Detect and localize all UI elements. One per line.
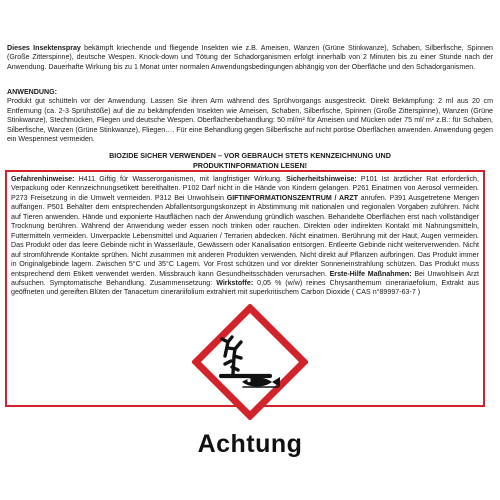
- active-ingredients-label: Wirkstoffe:: [216, 278, 254, 287]
- ghs09-pictogram: [192, 304, 308, 420]
- product-description: [7, 44, 493, 72]
- active-ingredients-text: 0,05 % (w/w) reines Chrysanthemum cinerariaefolium, Extrakt aus geöffneten und gereiften Blüten der Tanacetum cinerariifolium extrahiert mit superkritischem Carbon Dioxide ( CAS n°89997-63-7 ): [11, 278, 479, 297]
- usage-text: Produkt gut schütteln vor der Anwendung. Lassen Sie ihren Arm während des Sprühvorgangs ausgestreckt. Direkt Bekämpfung: 2 ml aus 20 cm Entfernung (ca. 2-3 Sprühstöße) auf die zu bekämpfenden Insekten wie Ameisen, Schaben, Silberfische, Spinnen (Große Zitterspinne), Wanzen (Grüne Stinkwanze), Stechmücken, Fliegen und deutsche Wespen. Oberflächenbehandlung: 50 ml/m² für Ameisen und Mücken oder 75 ml/ m² z.B.: für Schaben, Silberfische, Wanzen (Grüne Stinkwanze), Fliegen…. Für eine Behandlung gegen Silberfische auf nicht poröse Oberflächen anwenden. Anwendung gegen ein Wespennest vermeiden.: [7, 97, 493, 144]
- hazard-text: H411 Giftig für Wasserorganismen, mit langfristiger Wirkung.: [78, 175, 282, 183]
- usage-section: [7, 88, 493, 144]
- usage-heading: ANWENDUNG:: [7, 88, 58, 96]
- first-aid-label: Erste-Hilfe Maßnahmen:: [329, 269, 412, 278]
- product-description-lead: Dieses Insektenspray: [7, 44, 81, 52]
- biocide-warning-line-1: BIOZIDE SICHER VERWENDEN – VOR GEBRAUCH STETS KENNZEICHNUNG UND: [109, 151, 391, 160]
- poison-center-label: GIFTINFORMATIONSZENTRUM / ARZT: [226, 193, 358, 202]
- biocide-warning: [30, 151, 470, 170]
- hazard-statements-text: [11, 175, 479, 298]
- biocide-warning-line-2: PRODUKTINFORMATION LESEN!: [192, 160, 308, 170]
- signal-word: Achtung: [197, 430, 303, 458]
- product-description-text: bekämpft kriechende und fliegende Insekten wie z.B. Ameisen, Wanzen (Grüne Stinkwanze), Schaben, Silberfische, Spinnen (Große Zitterspinne), deutsche Wespen. Knock-down und Tötung der Schadorganismen erfolgt innerhalb von 2 Minuten bis zu einer Stunde nach der Anwendung. Dauerhafte Wirkung bis zu 1 Monat unter normalen Anwendungsbedingungen abhängig von der Oberfläche und den Schadorganismen.: [7, 44, 493, 71]
- safety-text-1: P101 Ist ärztlicher Rat erforderlich, Verpackung oder Kennzeichnungsetikett bereithalten. P102 Darf nicht in die Hände von Kindern gelangen. P261 Einatmen von Aerosol vermeiden. P273 Freisetzung in die Umwelt vermeiden. P312 Bei Unwohlsein: [11, 175, 479, 202]
- safety-label: Sicherheitshinweise:: [286, 175, 357, 183]
- safety-text-2: anrufen. P391 Ausgetretene Mengen auffangen. P501 Behälter dem entsprechenden Abfallentsorgungskonzept in Abstimmung mit nationalen und regionalen Vorgaben zuführen. Nicht auf Tieren anwenden. Hände und exponierte Hautflächen nach der Anwendung gründlich waschen. Behandelte Oberflächen erst nach vollständiger Trocknung berühren. Während der Anwendung weder essen noch trinken oder rauchen. Direkten oder indirekten Kontakt mit Nahrungsmitteln, Futtermitteln vermeiden. Unverpackte Lebensmittel und Aquarien / Terrarien abdecken. Nicht einatmen. Berührung mit der Haut, Augen vermeiden. Das Produkt oder das leere Gebinde nicht in Wasserläufe, Gewässern oder Kanalisation entsorgen. Entleerte Gebinde nicht weiterverwenden. Nicht auf stromführende Kontakte sprühen. Nicht zusammen mit anderen Produkten verwenden. Nicht direkt auf Pflanzen aufbringen. Das Produkt immer in Originalgebinde lagern. Zwischen 5°C und 35°C Lagern. Vor Frost schützen und vor direkter Sonneneinstrahlung schützen. Das Produkt muss entsprechend dem Etikett verwendet werden. Missbrauch kann Gesundheitsschäden verursachen.: [11, 193, 479, 278]
- first-aid-text: Bei Unwohlsein Arzt aufsuchen. Symptomatische Behandlung. Zusammensetzung:: [11, 269, 479, 287]
- hazard-label: Gefahrenhinweise:: [11, 175, 75, 183]
- environment-hazard-icon: [192, 304, 308, 420]
